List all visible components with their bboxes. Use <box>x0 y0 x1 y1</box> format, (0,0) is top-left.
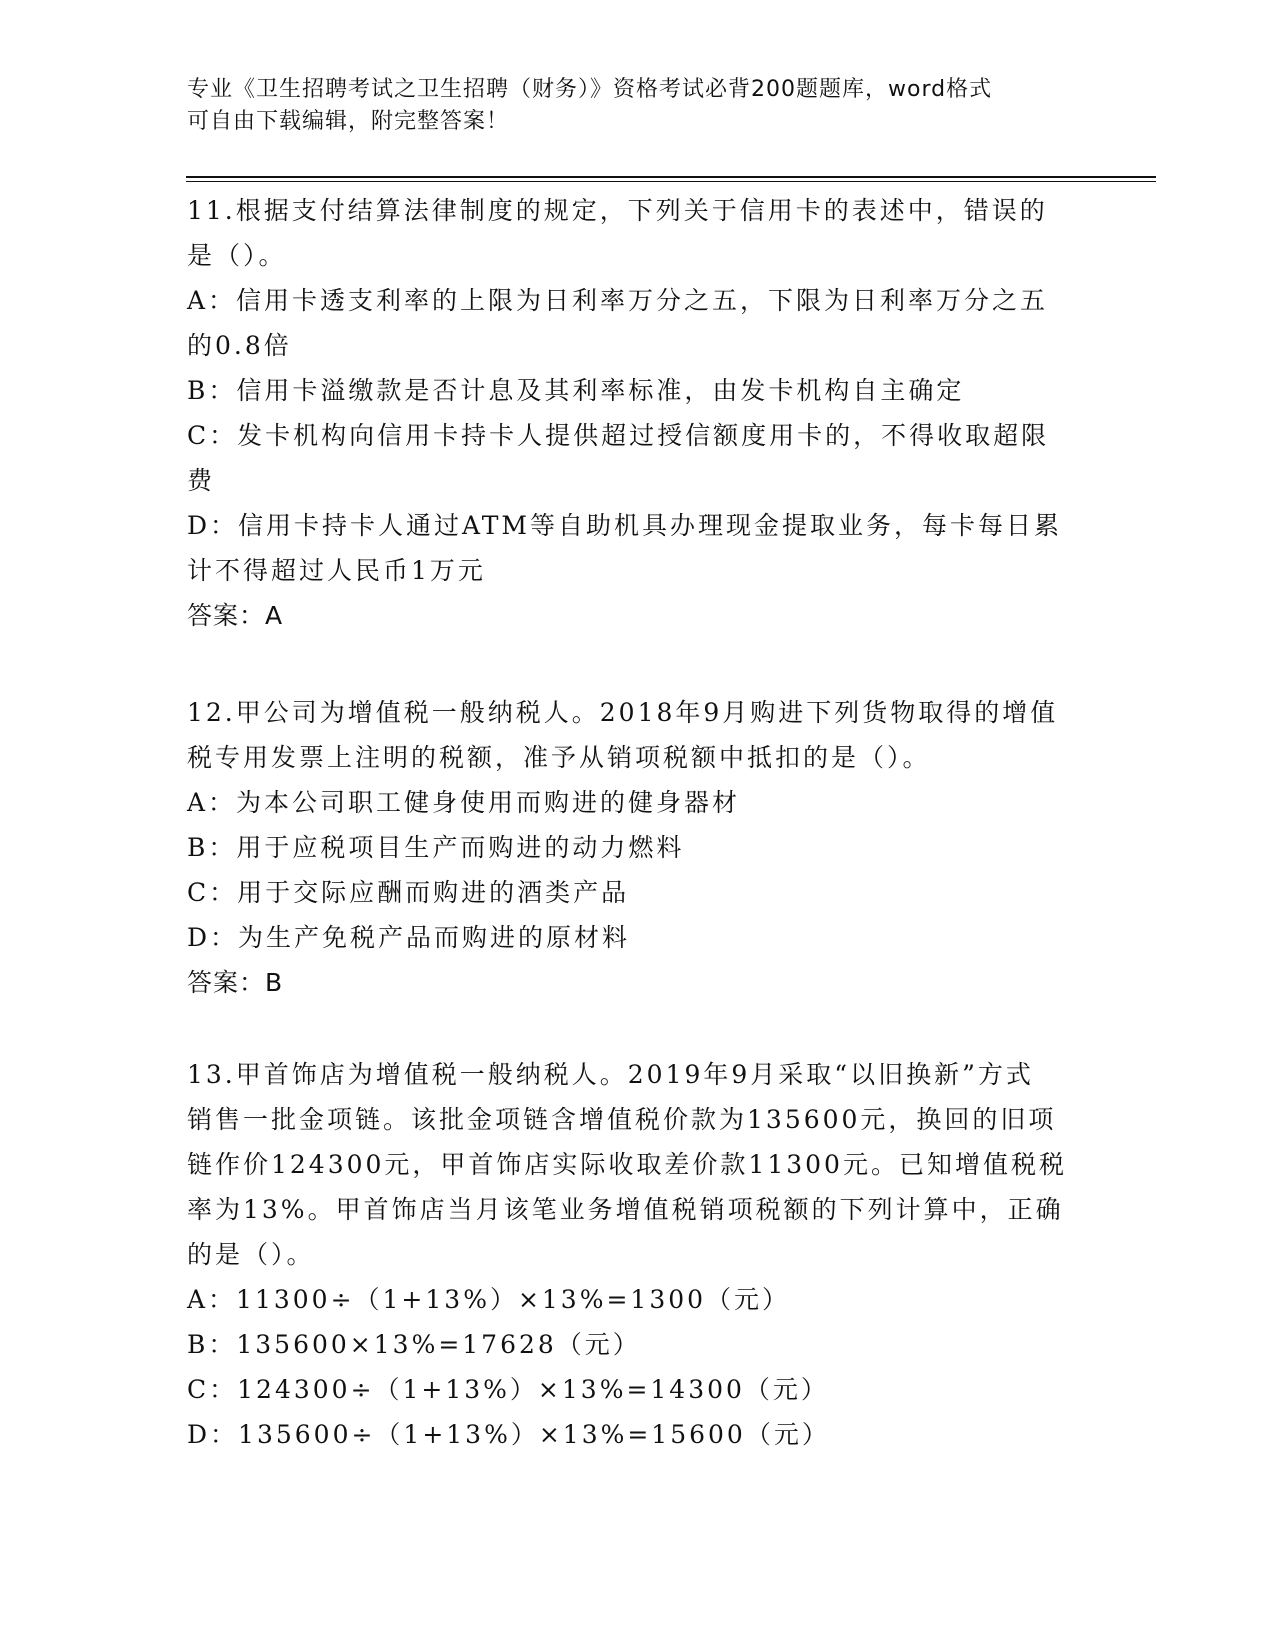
option-d: D：为生产免税产品而购进的原材料 <box>187 923 631 952</box>
question-stem-line: 的是（）。 <box>187 1240 315 1269</box>
option-a: A：信用卡透支利率的上限为日利率万分之五，下限为日利率万分之五 <box>187 286 1049 315</box>
option-d-continued: 计不得超过人民币1万元 <box>187 556 486 585</box>
header-title-line: 专业《卫生招聘考试之卫生招聘（财务）》资格考试必背200题题库，word格式 <box>187 77 993 102</box>
question-12 <box>187 690 1087 1005</box>
question-stem-line: 11.根据支付结算法律制度的规定，下列关于信用卡的表述中，错误的 <box>187 196 1048 225</box>
question-stem-line: 13.甲首饰店为增值税一般纳税人。2019年9月采取“以旧换新”方式 <box>187 1060 1034 1089</box>
option-b: B：135600×13%=17628（元） <box>187 1330 641 1359</box>
question-stem-line: 税专用发票上注明的税额，准予从销项税额中抵扣的是（）。 <box>187 743 931 772</box>
option-a: A：为本公司职工健身使用而购进的健身器材 <box>187 788 741 817</box>
option-d: D：信用卡持卡人通过ATM等自助机具办理现金提取业务，每卡每日累 <box>187 511 1063 540</box>
question-stem-line: 销售一批金项链。该批金项链含增值税价款为135600元，换回的旧项 <box>187 1105 1057 1134</box>
question-11 <box>187 188 1087 638</box>
answer-key: 答案：A <box>187 601 284 630</box>
question-stem-line: 率为13%。甲首饰店当月该笔业务增值税销项税额的下列计算中，正确 <box>187 1195 1064 1224</box>
question-13 <box>187 1052 1087 1457</box>
option-b: B：用于应税项目生产而购进的动力燃料 <box>187 833 685 862</box>
header-divider-thin <box>186 181 1156 182</box>
header-subtitle-line: 可自由下载编辑，附完整答案！ <box>187 109 510 134</box>
option-a-continued: 的0.8倍 <box>187 331 292 360</box>
header-divider-thick <box>186 176 1156 178</box>
question-stem-line: 12.甲公司为增值税一般纳税人。2018年9月购进下列货物取得的增值 <box>187 698 1059 727</box>
document-header <box>187 74 1087 138</box>
answer-key: 答案：B <box>187 968 284 997</box>
question-stem-line: 链作价124300元，甲首饰店实际收取差价款11300元。已知增值税税 <box>187 1150 1067 1179</box>
option-c-continued: 费 <box>187 466 216 495</box>
option-c: C：用于交际应酬而购进的酒类产品 <box>187 878 630 907</box>
option-a: A：11300÷（1+13%）×13%=1300（元） <box>187 1285 791 1314</box>
option-c: C：124300÷（1+13%）×13%=14300（元） <box>187 1375 829 1404</box>
option-c: C：发卡机构向信用卡持卡人提供超过授信额度用卡的，不得收取超限 <box>187 421 1050 450</box>
question-stem-line: 是（）。 <box>187 241 287 270</box>
option-b: B：信用卡溢缴款是否计息及其利率标准，由发卡机构自主确定 <box>187 376 965 405</box>
option-d: D：135600÷（1+13%）×13%=15600（元） <box>187 1420 830 1449</box>
